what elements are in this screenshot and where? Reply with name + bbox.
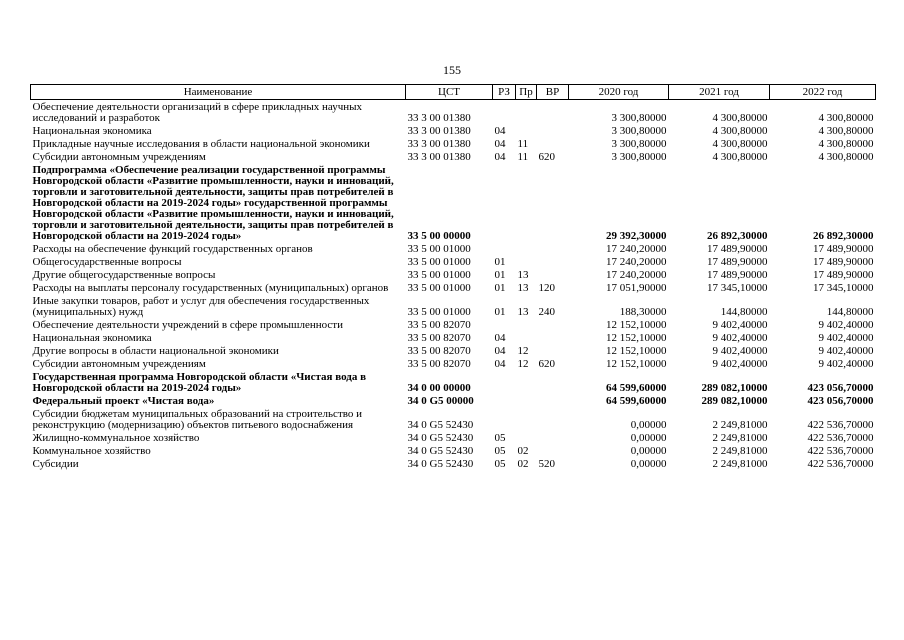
row-pr [516,124,537,137]
header-pr: Пр [516,85,537,100]
row-vr [537,431,569,444]
row-rz: 04 [494,358,506,370]
row-vr [537,370,569,394]
row-2022-amount: 9 402,40000 [818,358,874,370]
row-2022-amount: 4 300,80000 [818,112,874,124]
row-vr [537,394,569,407]
row-vr [537,344,569,357]
header-code: ЦСТ [406,85,493,100]
row-2022-amount: 4 300,80000 [818,151,874,163]
row-vr [537,124,569,137]
row-name: Расходы на обеспечение функций государственных органов [32,243,313,255]
row-2021-amount: 9 402,40000 [712,319,768,331]
table-row [31,255,876,268]
row-2021-amount: 17 345,10000 [707,282,768,294]
row-vr [537,163,569,242]
row-name: Национальная экономика [32,332,152,344]
row-rz: 05 [494,432,506,444]
row-pr [516,242,537,255]
row-rz: 04 [494,138,506,150]
row-vr [537,318,569,331]
row-pr: 12 [517,358,529,370]
table-row [31,100,876,125]
row-2020-amount: 12 152,10000 [606,345,667,357]
row-2021-amount: 26 892,30000 [707,230,768,242]
row-2021-amount: 2 249,81000 [712,432,768,444]
row-code: 34 0 G5 52430 [407,432,474,444]
row-vr: 240 [538,306,555,318]
table-row [31,150,876,163]
row-vr [537,331,569,344]
row-code: 33 5 00 00000 [407,230,471,242]
row-name: Другие вопросы в области национальной экономики [32,345,279,357]
header-rz: РЗ [493,85,516,100]
row-2021-amount: 9 402,40000 [712,345,768,357]
row-pr: 13 [517,306,529,318]
row-code: 33 3 00 01380 [407,151,471,163]
row-pr [516,331,537,344]
row-name: Подпрограмма «Обеспечение реализации государственной программы Новгородской области «Развитие промышленности, науки и инноваций, торговли и заготовительной деятельности, защиты прав потребителей в Новгородской области на 2019-2024 годы» государственной программы Новгородской области «Развитие промышленности, науки и инноваций, торговли и заготовительной деятельности, защиты прав потребителей в Новгородской области на 2019-2024 годы» [32,164,394,242]
row-rz: 01 [494,306,506,318]
row-pr [516,431,537,444]
row-2020-amount: 3 300,80000 [611,112,667,124]
row-code: 34 0 G5 00000 [407,395,474,407]
table-row [31,124,876,137]
row-pr: 11 [517,138,529,150]
table-row [31,281,876,294]
row-2021-amount: 9 402,40000 [712,332,768,344]
row-2020-amount: 188,30000 [619,306,667,318]
row-vr: 520 [538,458,555,470]
row-vr [537,242,569,255]
row-vr [537,407,569,431]
row-2020-amount: 0,00000 [630,419,667,431]
row-rz: 01 [494,256,506,268]
row-2021-amount: 4 300,80000 [712,112,768,124]
row-2020-amount: 3 300,80000 [611,125,667,137]
row-rz: 01 [494,269,506,281]
row-vr [537,444,569,457]
row-2020-amount: 17 240,20000 [606,243,667,255]
row-code: 33 5 00 01000 [407,243,471,255]
row-rz: 04 [494,151,506,163]
row-pr [516,255,537,268]
row-2022-amount: 144,80000 [826,306,874,318]
row-name: Субсидии [32,458,79,470]
row-2022-amount: 4 300,80000 [818,125,874,137]
row-vr [537,268,569,281]
row-2020-amount: 0,00000 [630,458,667,470]
row-rz [493,100,516,125]
row-vr: 120 [538,282,555,294]
row-pr [516,407,537,431]
row-name: Общегосударственные вопросы [32,256,182,268]
row-pr: 13 [517,269,529,281]
table-row [31,294,876,318]
row-pr: 11 [517,151,529,163]
row-rz: 04 [494,332,506,344]
header-row [31,85,876,100]
row-vr: 620 [538,358,555,370]
table-row [31,331,876,344]
row-vr: 620 [538,151,555,163]
row-code: 34 0 00 00000 [407,382,471,394]
row-rz: 04 [494,345,506,357]
row-2020-amount: 17 240,20000 [606,256,667,268]
row-code: 33 3 00 01380 [407,138,471,150]
row-code: 34 0 G5 52430 [407,445,474,457]
table-row [31,137,876,150]
row-name: Субсидии автономным учреждениям [32,358,206,370]
row-2021-amount: 2 249,81000 [712,458,768,470]
row-rz [493,163,516,242]
row-code: 33 5 00 82070 [407,358,471,370]
row-2020-amount: 12 152,10000 [606,319,667,331]
row-rz: 05 [494,445,506,457]
table-row [31,163,876,242]
row-2020-amount: 3 300,80000 [611,151,667,163]
row-2022-amount: 422 536,70000 [807,419,874,431]
row-2020-amount: 29 392,30000 [606,230,667,242]
row-pr [516,394,537,407]
row-2020-amount: 17 051,90000 [606,282,667,294]
row-name: Обеспечение деятельности учреждений в сфере промышленности [32,319,343,331]
row-code: 33 5 00 01000 [407,256,471,268]
row-2020-amount: 12 152,10000 [606,332,667,344]
row-code: 33 3 00 01380 [407,125,471,137]
row-name: Субсидии бюджетам муниципальных образований на строительство и реконструкцию (модернизацию) объектов питьевого водоснабжения [32,408,363,431]
row-2020-amount: 64 599,60000 [606,395,667,407]
row-2022-amount: 422 536,70000 [807,432,874,444]
row-name: Расходы на выплаты персоналу государственных (муниципальных) органов [32,282,389,294]
table-row [31,444,876,457]
row-2021-amount: 4 300,80000 [712,151,768,163]
row-2022-amount: 422 536,70000 [807,458,874,470]
table-row [31,457,876,470]
row-name: Субсидии автономным учреждениям [32,151,206,163]
row-rz [493,318,516,331]
row-2021-amount: 4 300,80000 [712,138,768,150]
row-rz: 04 [494,125,506,137]
row-rz [493,370,516,394]
row-pr: 12 [517,345,529,357]
row-rz: 05 [494,458,506,470]
row-name: Национальная экономика [32,125,152,137]
row-2021-amount: 9 402,40000 [712,358,768,370]
row-vr [537,255,569,268]
row-2021-amount: 17 489,90000 [707,243,768,255]
row-code: 33 5 00 82070 [407,332,471,344]
row-name: Обеспечение деятельности организаций в сфере прикладных научных исследований и разработок [32,101,363,124]
row-rz [493,407,516,431]
table-row [31,242,876,255]
row-name: Другие общегосударственные вопросы [32,269,216,281]
row-pr [516,100,537,125]
row-rz [493,242,516,255]
row-2022-amount: 17 489,90000 [813,243,874,255]
row-code: 33 3 00 01380 [407,112,471,124]
table-row [31,268,876,281]
row-2022-amount: 423 056,70000 [807,382,874,394]
row-2022-amount: 17 489,90000 [813,256,874,268]
header-name: Наименование [31,85,406,100]
row-name: Коммунальное хозяйство [32,445,151,457]
row-2021-amount: 4 300,80000 [712,125,768,137]
header-2022: 2022 год [770,85,876,100]
row-pr: 13 [517,282,529,294]
row-name: Иные закупки товаров, работ и услуг для обеспечения государственных (муниципальных) нужд [32,295,370,318]
page-number: 155 [443,63,461,77]
budget-table [30,84,876,470]
row-pr: 02 [517,445,529,457]
row-code: 33 5 00 82070 [407,319,471,331]
row-2022-amount: 17 345,10000 [813,282,874,294]
row-vr [537,100,569,125]
table-row [31,407,876,431]
row-code: 33 5 00 01000 [407,306,471,318]
row-2020-amount: 0,00000 [630,432,667,444]
table-row [31,357,876,370]
row-name: Прикладные научные исследования в области национальной экономики [32,138,370,150]
row-2021-amount: 2 249,81000 [712,419,768,431]
row-rz [493,394,516,407]
row-pr [516,370,537,394]
row-2021-amount: 289 082,10000 [701,395,768,407]
row-name: Федеральный проект «Чистая вода» [32,395,215,407]
row-2020-amount: 12 152,10000 [606,358,667,370]
row-vr [537,137,569,150]
row-name: Жилищно-коммунальное хозяйство [32,432,200,444]
header-2020: 2020 год [569,85,669,100]
row-code: 33 5 00 01000 [407,282,471,294]
row-2021-amount: 144,80000 [720,306,768,318]
row-2020-amount: 17 240,20000 [606,269,667,281]
row-code: 34 0 G5 52430 [407,419,474,431]
row-pr [516,318,537,331]
row-rz: 01 [494,282,506,294]
header-2021: 2021 год [669,85,770,100]
row-2022-amount: 423 056,70000 [807,395,874,407]
row-2022-amount: 9 402,40000 [818,319,874,331]
row-2022-amount: 17 489,90000 [813,269,874,281]
row-code: 33 5 00 01000 [407,269,471,281]
header-vr: ВР [537,85,569,100]
row-2021-amount: 17 489,90000 [707,269,768,281]
row-pr [516,163,537,242]
row-2022-amount: 26 892,30000 [813,230,874,242]
row-2022-amount: 422 536,70000 [807,445,874,457]
table-row [31,344,876,357]
row-2021-amount: 17 489,90000 [707,256,768,268]
row-pr: 02 [517,458,529,470]
row-code: 33 5 00 82070 [407,345,471,357]
row-2020-amount: 0,00000 [630,445,667,457]
row-2020-amount: 64 599,60000 [606,382,667,394]
row-2021-amount: 2 249,81000 [712,445,768,457]
row-2022-amount: 4 300,80000 [818,138,874,150]
table-row [31,431,876,444]
table-row [31,318,876,331]
row-name: Государственная программа Новгородской области «Чистая вода в Новгородской области на 2019-2024 годы» [32,371,367,394]
row-2022-amount: 9 402,40000 [818,332,874,344]
row-2020-amount: 3 300,80000 [611,138,667,150]
row-code: 34 0 G5 52430 [407,458,474,470]
row-2021-amount: 289 082,10000 [701,382,768,394]
row-2022-amount: 9 402,40000 [818,345,874,357]
table-row [31,370,876,394]
table-row [31,394,876,407]
